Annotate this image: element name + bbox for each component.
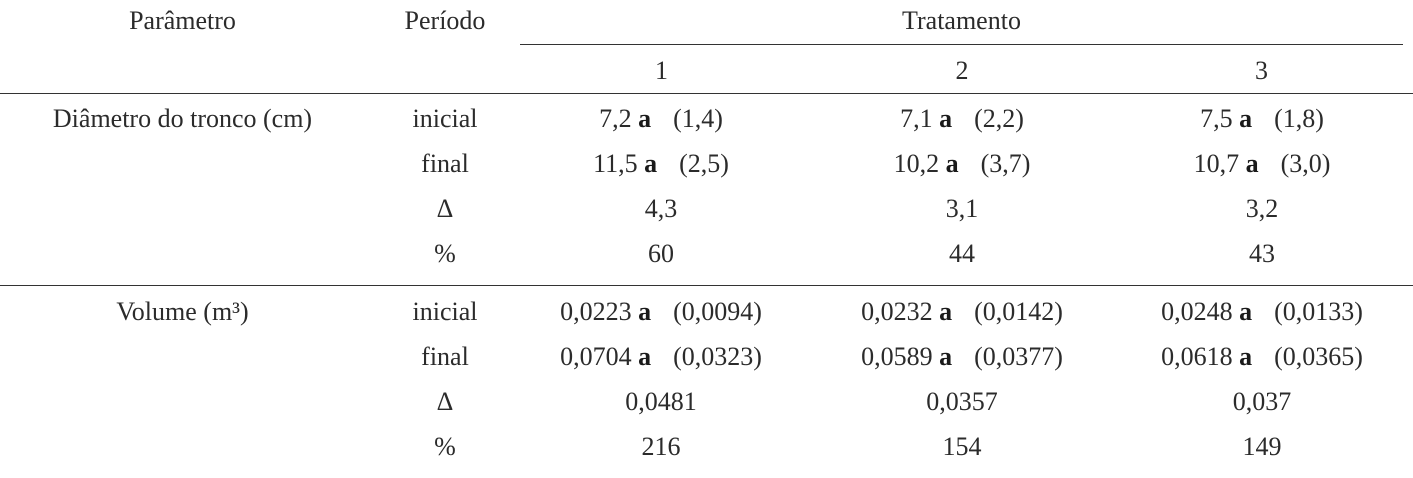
- table-cell: [516, 147, 806, 181]
- mean-value: 0,0589: [861, 342, 933, 371]
- table-cell: [516, 385, 806, 419]
- mean-value: 7,2: [599, 104, 632, 133]
- std-dev-value: (3,0): [1280, 149, 1331, 178]
- table-cell: [1117, 147, 1407, 181]
- std-dev-value: (0,0133): [1274, 297, 1363, 326]
- mean-value: 11,5: [593, 149, 638, 178]
- summary-value: 44: [949, 239, 975, 268]
- period-label: %: [434, 239, 456, 268]
- header-tratamento: Tratamento: [902, 6, 1021, 35]
- std-dev-value: (0,0377): [974, 342, 1063, 371]
- table-cell: [1117, 102, 1407, 136]
- group-separator-rule: [0, 285, 1413, 286]
- header-treatment-3: 3: [1255, 56, 1268, 85]
- std-dev-value: (1,4): [673, 104, 723, 133]
- mean-value: 7,1: [900, 104, 933, 133]
- std-dev-value: (0,0365): [1274, 342, 1363, 371]
- period-label: final: [421, 149, 469, 178]
- significance-letter: a: [644, 149, 658, 178]
- table-cell: [516, 430, 806, 464]
- std-dev-value: (0,0142): [974, 297, 1063, 326]
- table-cell: [1117, 192, 1407, 226]
- table-cell: [817, 385, 1107, 419]
- significance-letter: a: [638, 297, 652, 326]
- significance-letter: a: [1239, 342, 1253, 371]
- table-cell: [817, 237, 1107, 271]
- significance-letter: a: [1239, 297, 1253, 326]
- mean-value: 0,0704: [560, 342, 632, 371]
- table-cell: [1117, 430, 1407, 464]
- summary-value: 0,0481: [625, 387, 697, 416]
- significance-letter: a: [638, 342, 652, 371]
- header-bottom-rule: [0, 93, 1413, 94]
- period-label: Δ: [436, 194, 454, 223]
- summary-value: 3,1: [945, 194, 979, 223]
- significance-letter: a: [939, 104, 953, 133]
- table-cell: [516, 102, 806, 136]
- std-dev-value: (0,0323): [673, 342, 762, 371]
- table-cell: [817, 102, 1107, 136]
- tratamento-underline: [520, 44, 1403, 45]
- significance-letter: a: [939, 342, 953, 371]
- table-cell: [516, 192, 806, 226]
- std-dev-value: (2,2): [974, 104, 1024, 133]
- header-parametro: Parâmetro: [129, 6, 236, 35]
- significance-letter: a: [1245, 149, 1259, 178]
- summary-value: 0,0357: [926, 387, 998, 416]
- summary-value: 149: [1242, 432, 1282, 461]
- table-cell: [516, 295, 806, 329]
- table-cell: [817, 147, 1107, 181]
- table-cell: [516, 237, 806, 271]
- header-periodo: Período: [404, 6, 486, 35]
- mean-value: 10,2: [893, 149, 940, 178]
- mean-value: 0,0248: [1161, 297, 1233, 326]
- table-cell: [1117, 385, 1407, 419]
- std-dev-value: (2,5): [679, 149, 729, 178]
- significance-letter: a: [945, 149, 959, 178]
- summary-value: 0,037: [1232, 387, 1292, 416]
- significance-letter: a: [638, 104, 652, 133]
- table-cell: [1117, 295, 1407, 329]
- summary-value: 60: [648, 239, 674, 268]
- std-dev-value: (0,0094): [673, 297, 762, 326]
- period-label: inicial: [412, 297, 478, 326]
- summary-value: 154: [942, 432, 982, 461]
- parameter-label-diametro: Diâmetro do tronco (cm): [52, 104, 313, 133]
- mean-value: 0,0232: [861, 297, 933, 326]
- table-cell: [817, 430, 1107, 464]
- std-dev-value: (3,7): [980, 149, 1031, 178]
- table-cell: [516, 340, 806, 374]
- summary-value: 4,3: [644, 194, 678, 223]
- period-label: final: [421, 342, 469, 371]
- table-cell: [1117, 237, 1407, 271]
- header-treatment-2: 2: [955, 56, 969, 85]
- table-cell: [817, 295, 1107, 329]
- table-cell: [1117, 340, 1407, 374]
- header-treatment-1: 1: [655, 56, 668, 85]
- period-label: Δ: [436, 387, 454, 416]
- table-cell: [817, 340, 1107, 374]
- mean-value: 0,0618: [1161, 342, 1233, 371]
- table-cell: [817, 192, 1107, 226]
- summary-value: 216: [641, 432, 681, 461]
- period-label: %: [434, 432, 456, 461]
- significance-letter: a: [1239, 104, 1253, 133]
- std-dev-value: (1,8): [1274, 104, 1324, 133]
- period-label: inicial: [412, 104, 478, 133]
- parameter-label-volume: Volume (m³): [116, 297, 249, 326]
- summary-value: 43: [1249, 239, 1275, 268]
- mean-value: 10,7: [1193, 149, 1240, 178]
- summary-value: 3,2: [1245, 194, 1279, 223]
- mean-value: 0,0223: [560, 297, 632, 326]
- mean-value: 7,5: [1200, 104, 1233, 133]
- significance-letter: a: [939, 297, 953, 326]
